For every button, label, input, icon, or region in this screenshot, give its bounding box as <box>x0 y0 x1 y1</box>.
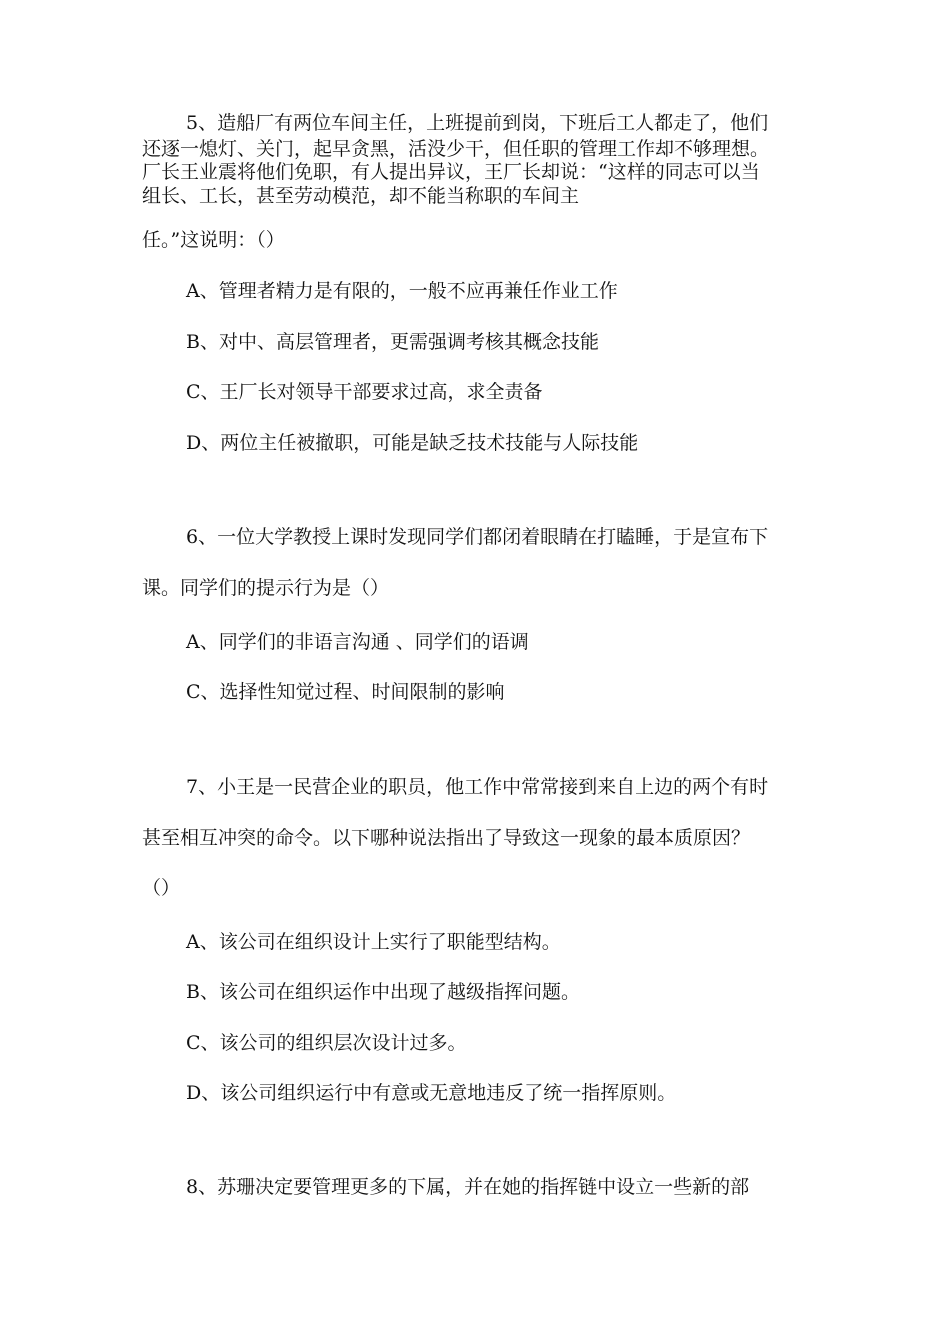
question-5-option-a: A、管理者精力是有限的，一般不应再兼任作业工作 <box>186 280 618 302</box>
question-7-stem-line-2: 甚至相互冲突的命令。以下哪种说法指出了导致这一现象的最本质原因？ <box>142 827 751 849</box>
question-7-option-b: B、该公司在组织运作中出现了越级指挥问题。 <box>186 981 580 1003</box>
question-7-stem-line-1: 7、小王是一民营企业的职员，他工作中常常接到来自上边的两个有时 <box>186 776 769 798</box>
question-5-stem-line-4: 组长、工长，甚至劳动模范，却不能当称职的车间主 <box>142 185 580 207</box>
question-5-stem-line-1: 5、造船厂有两位车间主任，上班提前到岗，下班后工人都走了，他们 <box>186 112 769 134</box>
question-5-option-c: C、王厂长对领导干部要求过高，求全责备 <box>186 381 543 403</box>
question-7-stem-line-3: （） <box>142 877 181 899</box>
question-7-option-a: A、该公司在组织设计上实行了职能型结构。 <box>186 931 561 953</box>
question-5-stem-line-2: 还逐一熄灯、关门，起早贪黑，活没少干，但任职的管理工作却不够理想。 <box>142 138 770 160</box>
question-5-stem-line-5: 任。”这说明：（） <box>142 229 285 251</box>
question-5-option-b: B、对中、高层管理者，更需强调考核其概念技能 <box>186 331 599 353</box>
question-6-option-c: C、选择性知觉过程、时间限制的影响 <box>186 681 505 703</box>
question-5-option-d: D、两位主任被撤职，可能是缺乏技术技能与人际技能 <box>186 432 639 454</box>
question-5-stem-line-3: 厂长王业震将他们免职，有人提出异议，王厂长却说：“这样的同志可以当 <box>142 161 760 183</box>
question-6-stem-line-1: 6、一位大学教授上课时发现同学们都闭着眼睛在打瞌睡，于是宣布下 <box>186 526 769 548</box>
question-6-option-a: A、同学们的非语言沟通 、同学们的语调 <box>186 631 529 653</box>
question-8-stem-line-1: 8、苏珊决定要管理更多的下属，并在她的指挥链中设立一些新的部 <box>186 1176 750 1198</box>
question-7-option-c: C、该公司的组织层次设计过多。 <box>186 1032 467 1054</box>
question-7-option-d: D、该公司组织运行中有意或无意地违反了统一指挥原则。 <box>186 1082 677 1104</box>
question-6-stem-line-2: 课。同学们的提示行为是（） <box>142 577 390 599</box>
